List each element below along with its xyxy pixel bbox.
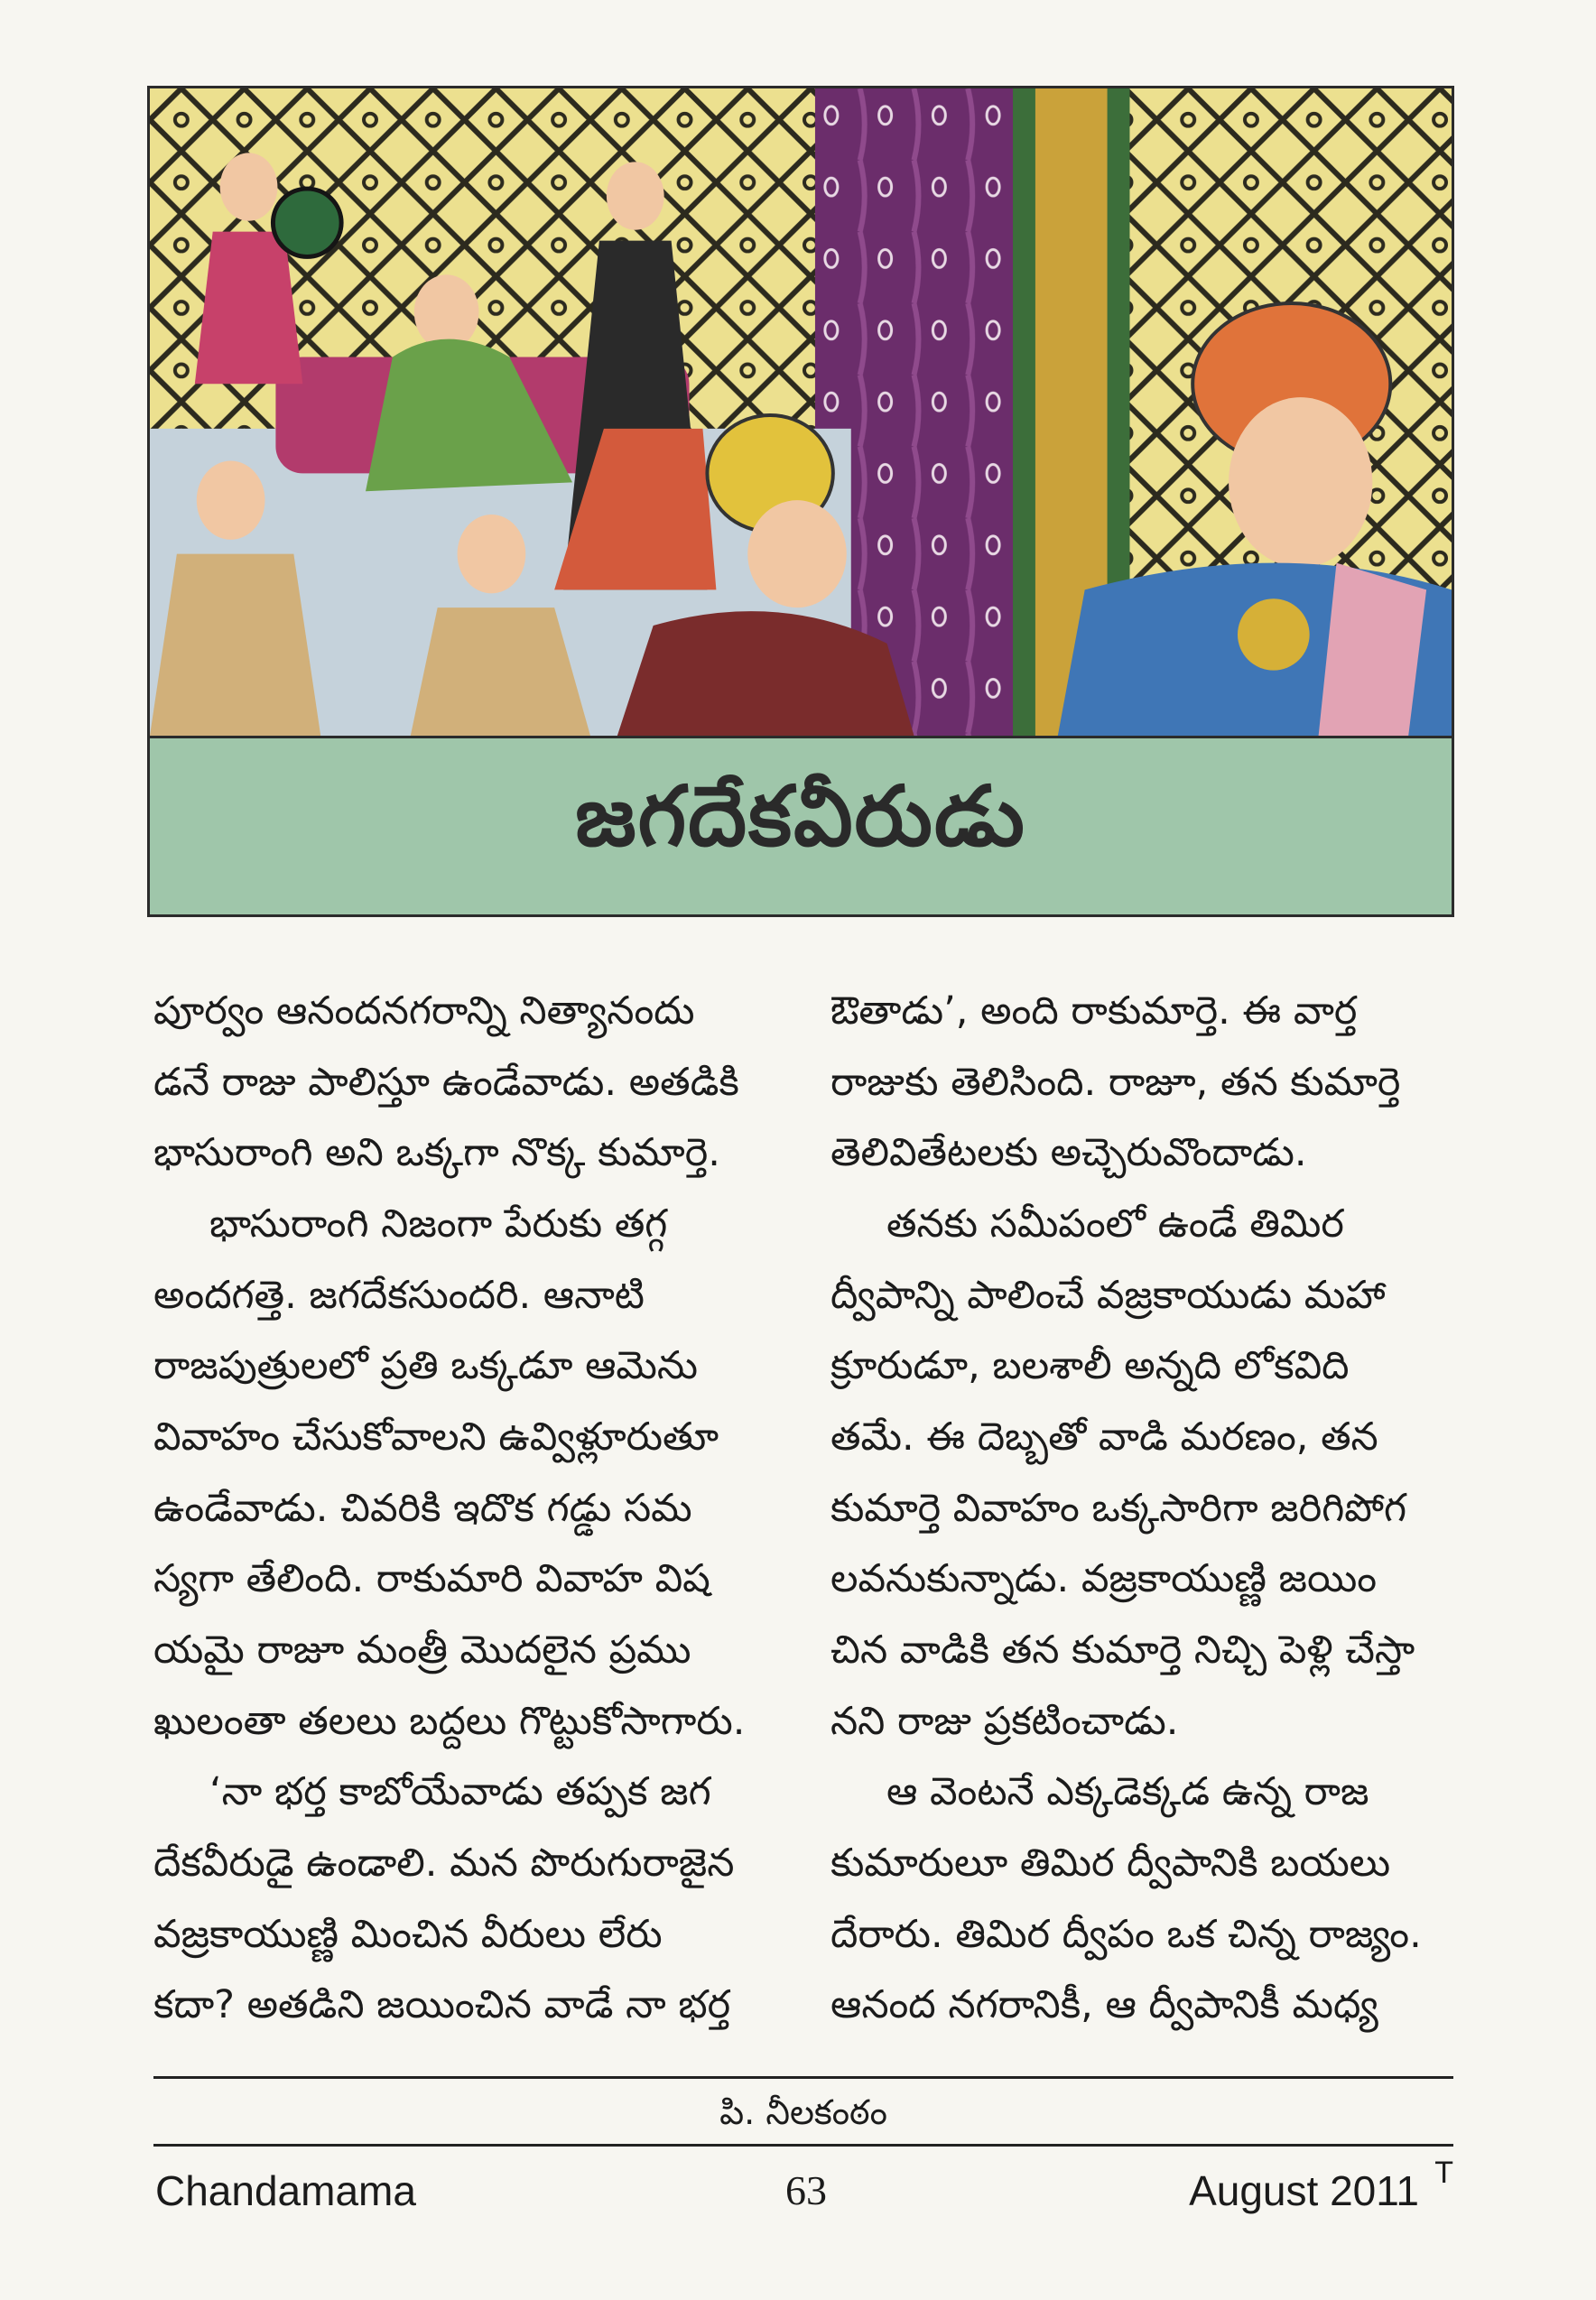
author-credit: పి. నీలకంఠం [719,2092,887,2132]
text-line: అందగత్తె. జగదేకసుందరి. ఆనాటి [153,1272,645,1318]
story-illustration [147,86,1454,738]
text-line: లవనుకున్నాడు. వజ్రకాయుణ్ణి జయిం [830,1556,1378,1602]
text-line: కుమారులూ తిమిర ద్వీపానికి బయలు [830,1841,1391,1887]
page-footer [153,2156,1462,2222]
text-line: దేకవీరుడై ఉండాలి. మన పొరుగురాజైన [153,1841,735,1887]
text-line: క్రూరుడూ, బలశాలీ అన్నది లోకవిది [830,1343,1350,1389]
text-line: డనే రాజు పాలిస్తూ ఉండేవాడు. అతడికి [153,1059,739,1105]
text-line: కదా? అతడిని జయించిన వాడే నా భర్త [153,1982,731,2028]
text-column-left [153,975,785,2040]
text-line: స్యగా తేలింది. రాకుమారి వివాహ విష [153,1556,710,1602]
text-line: నని రాజు ప్రకటించాడు. [830,1698,1179,1744]
divider-rule [153,2076,1453,2079]
text-line: తనకు సమీపంలో ఉండే తిమిర [886,1201,1344,1247]
divider-rule [153,2144,1453,2147]
text-line: తమే. ఈ దెబ్బతో వాడి మరణం, తన [830,1414,1378,1461]
story-title: జగదేకవీరుడు [575,767,1026,865]
story-text [153,975,1462,2040]
text-line: ఔతాడు’, అంది రాకుమార్తె. ఈ వార్త [830,988,1358,1034]
text-line: ద్వీపాన్ని పాలించే వజ్రకాయుడు మహా [830,1272,1386,1318]
text-column-right [830,975,1462,2040]
text-line: పూర్వం ఆనందనగరాన్ని నిత్యానందు [153,988,695,1034]
text-line: కుమార్తె వివాహం ఒక్కసారిగా జరిగిపోగ [830,1485,1407,1531]
text-line: తెలివితేటలకు అచ్చెరువొందాడు. [830,1130,1307,1176]
text-line: వివాహం చేసుకోవాలని ఉవ్విళ్లూరుతూ [153,1414,719,1461]
text-line: వజ్రకాయుణ్ణి మించిన వీరులు లేరు [153,1911,663,1957]
text-line: దేరారు. తిమిర ద్వీపం ఒక చిన్న రాజ్యం. [830,1911,1422,1957]
text-line: చిన వాడికి తన కుమార్తె నిచ్చి పెళ్లి చేస్తా [830,1628,1415,1674]
text-line: భాసురాంగి అని ఒక్కగా నొక్క కుమార్తె. [153,1130,720,1176]
text-line: రాజపుత్రులలో ప్రతి ఒక్కడూ ఆమెను [153,1343,698,1389]
text-line: భాసురాంగి నిజంగా పేరుకు తగ్గ [209,1201,668,1247]
title-band [147,738,1454,917]
text-line: యమై రాజూ మంత్రీ మొదలైన ప్రము [153,1628,691,1674]
text-line: ఆనంద నగరానికీ, ఆ ద్వీపానికీ మధ్య [830,1982,1378,2028]
text-line: రాజుకు తెలిసింది. రాజూ, తన కుమార్తె [830,1059,1401,1105]
text-line: ఉండేవాడు. చివరికి ఇదొక గడ్డు సమ [153,1485,692,1531]
palace-scene-illustration [150,88,1452,736]
corner-mark: T [1434,2156,1453,2190]
issue-date: August 2011 [1189,2167,1419,2214]
text-line: ఖులంతా తలలు బద్దలు గొట్టుకోసాగారు. [153,1698,746,1744]
text-line: ఆ వెంటనే ఎక్కడెక్కడ ఉన్న రాజ [886,1769,1369,1815]
magazine-name: Chandamama [155,2167,416,2214]
page-number: 63 [785,2167,827,2213]
text-line: ‘నా భర్త కాబోయేవాడు తప్పక జగ [209,1769,711,1815]
